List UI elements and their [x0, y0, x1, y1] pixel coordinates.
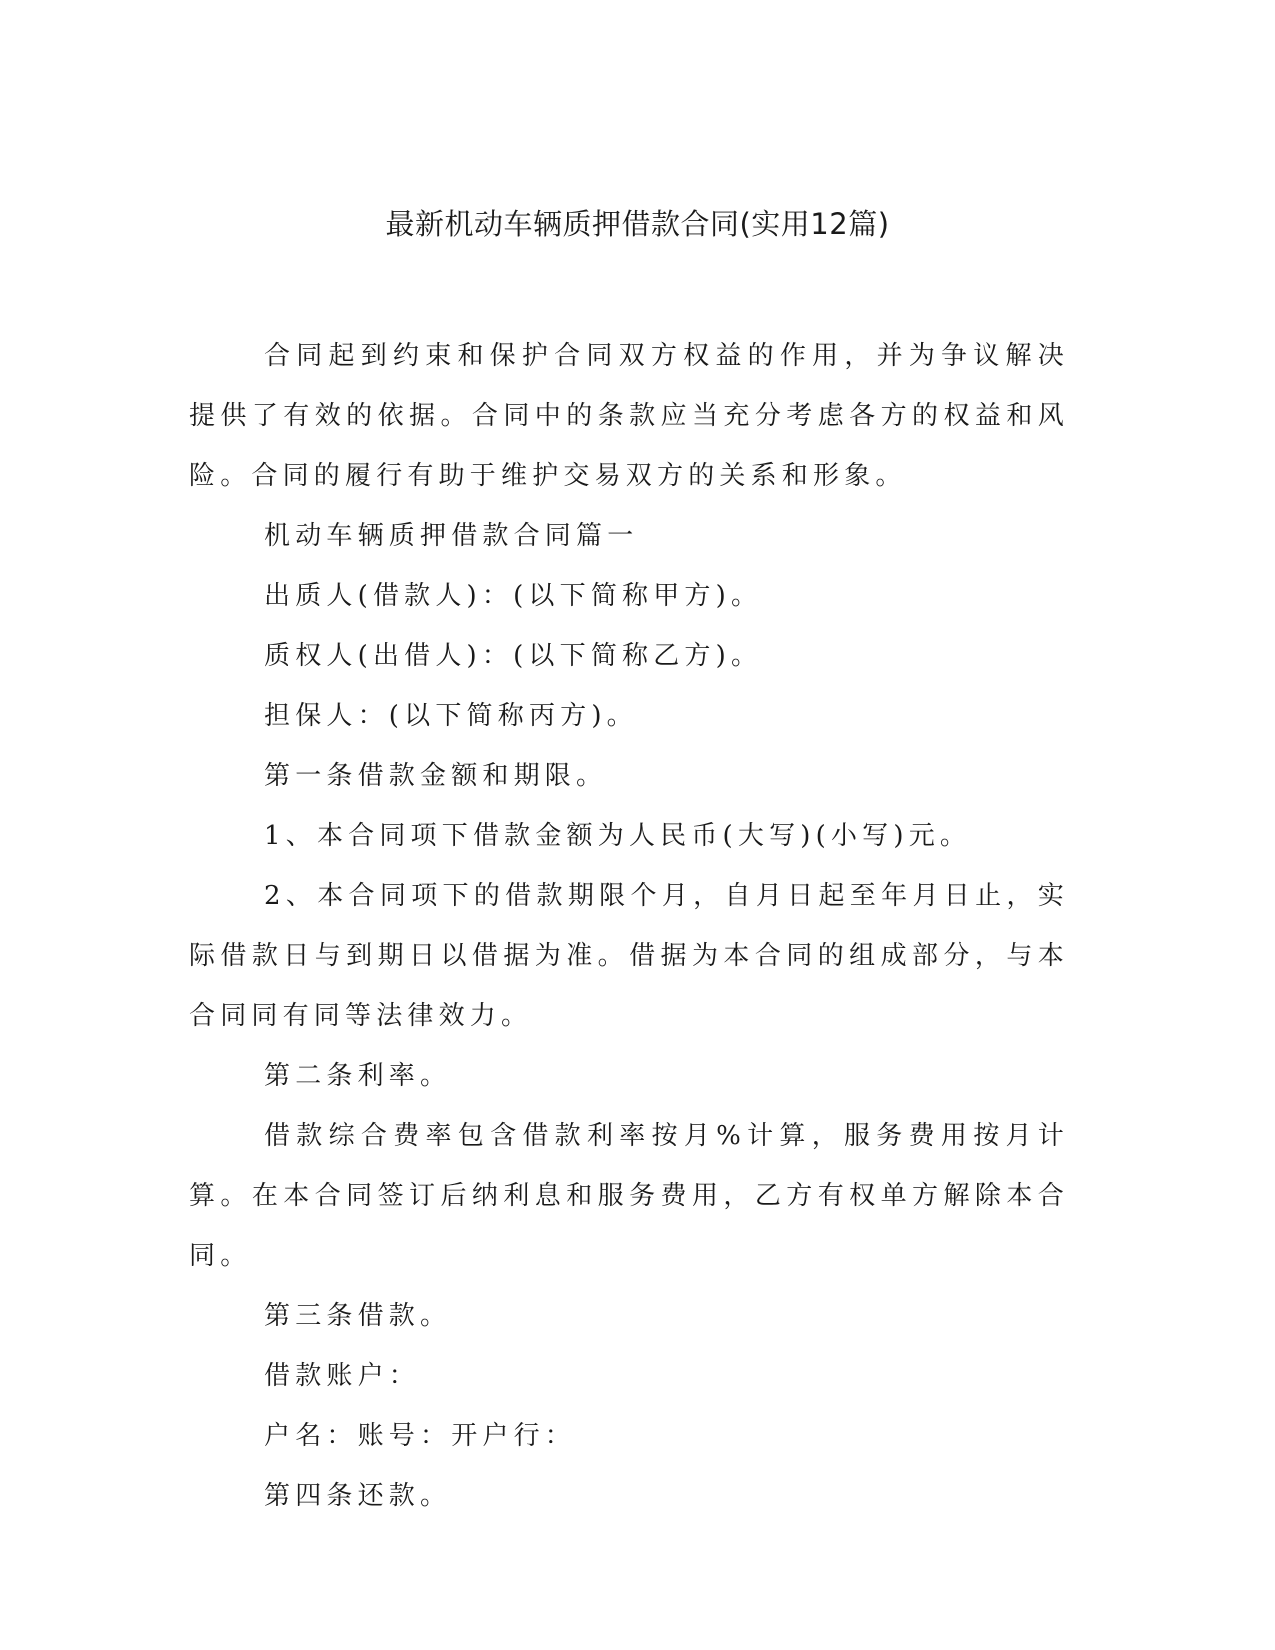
paragraph-article-2-text: 借款综合费率包含借款利率按月%计算，服务费用按月计算。在本合同签订后纳利息和服务费用，乙方有权单方解除本合同。 — [189, 1121, 1069, 1271]
paragraph-article-1-item-1: 1、本合同项下借款金额为人民币(大写)(小写)元。 — [264, 821, 972, 851]
paragraph-guarantor: 担保人：(以下简称丙方)。 — [264, 701, 638, 731]
paragraph-account-details: 户名：账号：开户行： — [264, 1421, 577, 1451]
document-title: 最新机动车辆质押借款合同(实用12篇) — [385, 207, 890, 241]
paragraph-loan-account: 借款账户： — [264, 1361, 421, 1391]
paragraph-section-heading: 机动车辆质押借款合同篇一 — [264, 521, 639, 551]
paragraph-article-3: 第三条借款。 — [264, 1301, 452, 1331]
paragraph-article-2: 第二条利率。 — [264, 1061, 452, 1091]
paragraph-pledgor: 出质人(借款人)：(以下简称甲方)。 — [264, 581, 763, 611]
paragraph-article-1: 第一条借款金额和期限。 — [264, 761, 608, 791]
paragraph-article-4: 第四条还款。 — [264, 1481, 452, 1511]
paragraph-article-1-item-2: 2、本合同项下的借款期限个月，自月日起至年月日止，实际借款日与到期日以借据为准。借据为本合同的组成部分，与本合同同有同等法律效力。 — [189, 881, 1069, 1031]
paragraph-pledgee: 质权人(出借人)：(以下简称乙方)。 — [264, 641, 763, 671]
paragraph-intro: 合同起到约束和保护合同双方权益的作用，并为争议解决提供了有效的依据。合同中的条款应当充分考虑各方的权益和风险。合同的履行有助于维护交易双方的关系和形象。 — [189, 341, 1069, 491]
document-body — [189, 326, 1069, 1526]
